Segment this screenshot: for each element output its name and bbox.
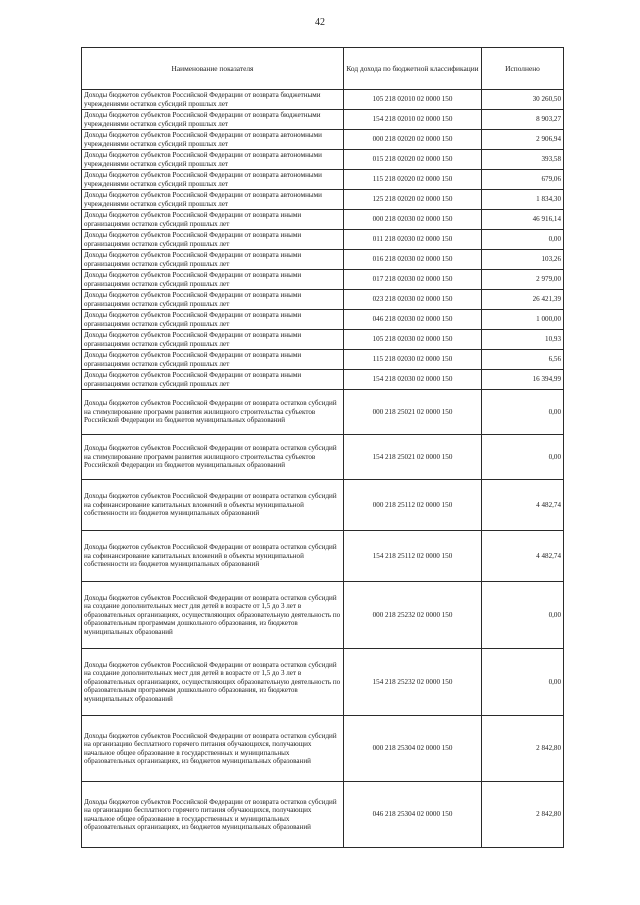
row-executed-value: 2 842,80 [482, 716, 564, 782]
row-executed-value: 0,00 [482, 435, 564, 480]
row-executed-value: 1 834,30 [482, 190, 564, 210]
table-row [82, 230, 564, 250]
row-budget-code: 154 218 25232 02 0000 150 [344, 649, 482, 716]
row-budget-code: 105 218 02010 02 0000 150 [344, 90, 482, 110]
row-budget-code: 000 218 25304 02 0000 150 [344, 716, 482, 782]
row-budget-code: 000 218 02030 02 0000 150 [344, 210, 482, 230]
table-row [82, 310, 564, 330]
row-budget-code: 000 218 25021 02 0000 150 [344, 390, 482, 435]
row-executed-value: 4 482,74 [482, 531, 564, 582]
row-budget-code: 115 218 02020 02 0000 150 [344, 170, 482, 190]
row-indicator-name: Доходы бюджетов субъектов Российской Федерации от возврата автономными учреждениями остатков субсидий прошлых лет [82, 190, 344, 210]
row-budget-code: 154 218 25112 02 0000 150 [344, 531, 482, 582]
header-indicator-name: Наименование показателя [82, 48, 344, 90]
row-executed-value: 30 260,50 [482, 90, 564, 110]
row-executed-value: 16 394,99 [482, 370, 564, 390]
row-indicator-name: Доходы бюджетов субъектов Российской Федерации от возврата остатков субсидий на софинансирование капитальных вложений в объекты муниципальной собственности из бюджетов муниципальных образований [82, 531, 344, 582]
row-indicator-name: Доходы бюджетов субъектов Российской Федерации от возврата бюджетными учреждениями остатков субсидий прошлых лет [82, 90, 344, 110]
table-header [82, 48, 564, 90]
table-row [82, 531, 564, 582]
row-indicator-name: Доходы бюджетов субъектов Российской Федерации от возврата иными организациями остатков субсидий прошлых лет [82, 350, 344, 370]
table-row [82, 170, 564, 190]
row-executed-value: 10,93 [482, 330, 564, 350]
row-executed-value: 2 979,00 [482, 270, 564, 290]
row-budget-code: 154 218 02030 02 0000 150 [344, 370, 482, 390]
row-executed-value: 103,26 [482, 250, 564, 270]
table-row [82, 150, 564, 170]
row-indicator-name: Доходы бюджетов субъектов Российской Федерации от возврата иными организациями остатков субсидий прошлых лет [82, 230, 344, 250]
row-indicator-name: Доходы бюджетов субъектов Российской Федерации от возврата иными организациями остатков субсидий прошлых лет [82, 370, 344, 390]
row-executed-value: 46 916,14 [482, 210, 564, 230]
table-row [82, 649, 564, 716]
row-executed-value: 2 906,94 [482, 130, 564, 150]
table-row [82, 290, 564, 310]
table-row [82, 390, 564, 435]
table-row [82, 90, 564, 110]
row-indicator-name: Доходы бюджетов субъектов Российской Федерации от возврата иными организациями остатков субсидий прошлых лет [82, 290, 344, 310]
table-row [82, 582, 564, 649]
table-row [82, 210, 564, 230]
row-executed-value: 4 482,74 [482, 480, 564, 531]
row-budget-code: 016 218 02030 02 0000 150 [344, 250, 482, 270]
row-executed-value: 0,00 [482, 230, 564, 250]
row-indicator-name: Доходы бюджетов субъектов Российской Федерации от возврата иными организациями остатков субсидий прошлых лет [82, 270, 344, 290]
row-indicator-name: Доходы бюджетов субъектов Российской Федерации от возврата остатков субсидий на создание дополнительных мест для детей в возрасте от 1,5 до 3 лет в образовательных организациях, осуществляющих образовательную деятельность по образовательным программам дошкольного образования, из бюджетов муниципальных образований [82, 649, 344, 716]
row-indicator-name: Доходы бюджетов субъектов Российской Федерации от возврата автономными учреждениями остатков субсидий прошлых лет [82, 130, 344, 150]
row-executed-value: 0,00 [482, 582, 564, 649]
table-row [82, 716, 564, 782]
row-indicator-name: Доходы бюджетов субъектов Российской Федерации от возврата остатков субсидий на организацию бесплатного горячего питания обучающихся, получающих начальное общее образование в государственных и муниципальных образовательных организациях, из бюджетов муниципальных образований [82, 782, 344, 848]
table-row [82, 350, 564, 370]
header-budget-code: Код дохода по бюджетной классификации [344, 48, 482, 90]
row-budget-code: 154 218 02010 02 0000 150 [344, 110, 482, 130]
row-indicator-name: Доходы бюджетов субъектов Российской Федерации от возврата остатков субсидий на создание дополнительных мест для детей в возрасте от 1,5 до 3 лет в образовательных организациях, осуществляющих образовательную деятельность по образовательным программам дошкольного образования, из бюджетов муниципальных образований [82, 582, 344, 649]
table-row [82, 110, 564, 130]
row-budget-code: 000 218 25112 02 0000 150 [344, 480, 482, 531]
row-budget-code: 015 218 02020 02 0000 150 [344, 150, 482, 170]
table-row [82, 270, 564, 290]
row-executed-value: 1 000,00 [482, 310, 564, 330]
row-budget-code: 000 218 25232 02 0000 150 [344, 582, 482, 649]
row-indicator-name: Доходы бюджетов субъектов Российской Федерации от возврата остатков субсидий на организацию бесплатного горячего питания обучающихся, получающих начальное общее образование в государственных и муниципальных образовательных организациях, из бюджетов муниципальных образований [82, 716, 344, 782]
row-budget-code: 105 218 02030 02 0000 150 [344, 330, 482, 350]
row-executed-value: 6,56 [482, 350, 564, 370]
row-executed-value: 679,06 [482, 170, 564, 190]
header-executed: Исполнено [482, 48, 564, 90]
row-budget-code: 125 218 02020 02 0000 150 [344, 190, 482, 210]
row-budget-code: 115 218 02030 02 0000 150 [344, 350, 482, 370]
row-budget-code: 011 218 02030 02 0000 150 [344, 230, 482, 250]
revenue-table [81, 47, 564, 848]
table-row [82, 435, 564, 480]
row-indicator-name: Доходы бюджетов субъектов Российской Федерации от возврата остатков субсидий на стимулирование программ развития жилищного строительства субъектов Российской Федерации из бюджетов муниципальных образований [82, 390, 344, 435]
table-row [82, 480, 564, 531]
row-indicator-name: Доходы бюджетов субъектов Российской Федерации от возврата иными организациями остатков субсидий прошлых лет [82, 310, 344, 330]
row-budget-code: 046 218 02030 02 0000 150 [344, 310, 482, 330]
row-budget-code: 000 218 02020 02 0000 150 [344, 130, 482, 150]
row-budget-code: 046 218 25304 02 0000 150 [344, 782, 482, 848]
table-row [82, 250, 564, 270]
table-body [82, 90, 564, 848]
row-executed-value: 393,58 [482, 150, 564, 170]
row-budget-code: 017 218 02030 02 0000 150 [344, 270, 482, 290]
row-executed-value: 2 842,80 [482, 782, 564, 848]
table-row [82, 782, 564, 848]
row-indicator-name: Доходы бюджетов субъектов Российской Федерации от возврата иными организациями остатков субсидий прошлых лет [82, 210, 344, 230]
row-indicator-name: Доходы бюджетов субъектов Российской Федерации от возврата автономными учреждениями остатков субсидий прошлых лет [82, 170, 344, 190]
row-indicator-name: Доходы бюджетов субъектов Российской Федерации от возврата остатков субсидий на софинансирование капитальных вложений в объекты муниципальной собственности из бюджетов муниципальных образований [82, 480, 344, 531]
row-indicator-name: Доходы бюджетов субъектов Российской Федерации от возврата бюджетными учреждениями остатков субсидий прошлых лет [82, 110, 344, 130]
row-executed-value: 8 903,27 [482, 110, 564, 130]
table-row [82, 190, 564, 210]
table-row [82, 370, 564, 390]
row-budget-code: 154 218 25021 02 0000 150 [344, 435, 482, 480]
page-number: 42 [315, 17, 325, 28]
row-indicator-name: Доходы бюджетов субъектов Российской Федерации от возврата иными организациями остатков субсидий прошлых лет [82, 250, 344, 270]
row-budget-code: 023 218 02030 02 0000 150 [344, 290, 482, 310]
row-indicator-name: Доходы бюджетов субъектов Российской Федерации от возврата остатков субсидий на стимулирование программ развития жилищного строительства субъектов Российской Федерации из бюджетов муниципальных образований [82, 435, 344, 480]
row-indicator-name: Доходы бюджетов субъектов Российской Федерации от возврата иными организациями остатков субсидий прошлых лет [82, 330, 344, 350]
row-executed-value: 26 421,39 [482, 290, 564, 310]
row-executed-value: 0,00 [482, 649, 564, 716]
row-indicator-name: Доходы бюджетов субъектов Российской Федерации от возврата автономными учреждениями остатков субсидий прошлых лет [82, 150, 344, 170]
table-row [82, 130, 564, 150]
row-executed-value: 0,00 [482, 390, 564, 435]
table-row [82, 330, 564, 350]
